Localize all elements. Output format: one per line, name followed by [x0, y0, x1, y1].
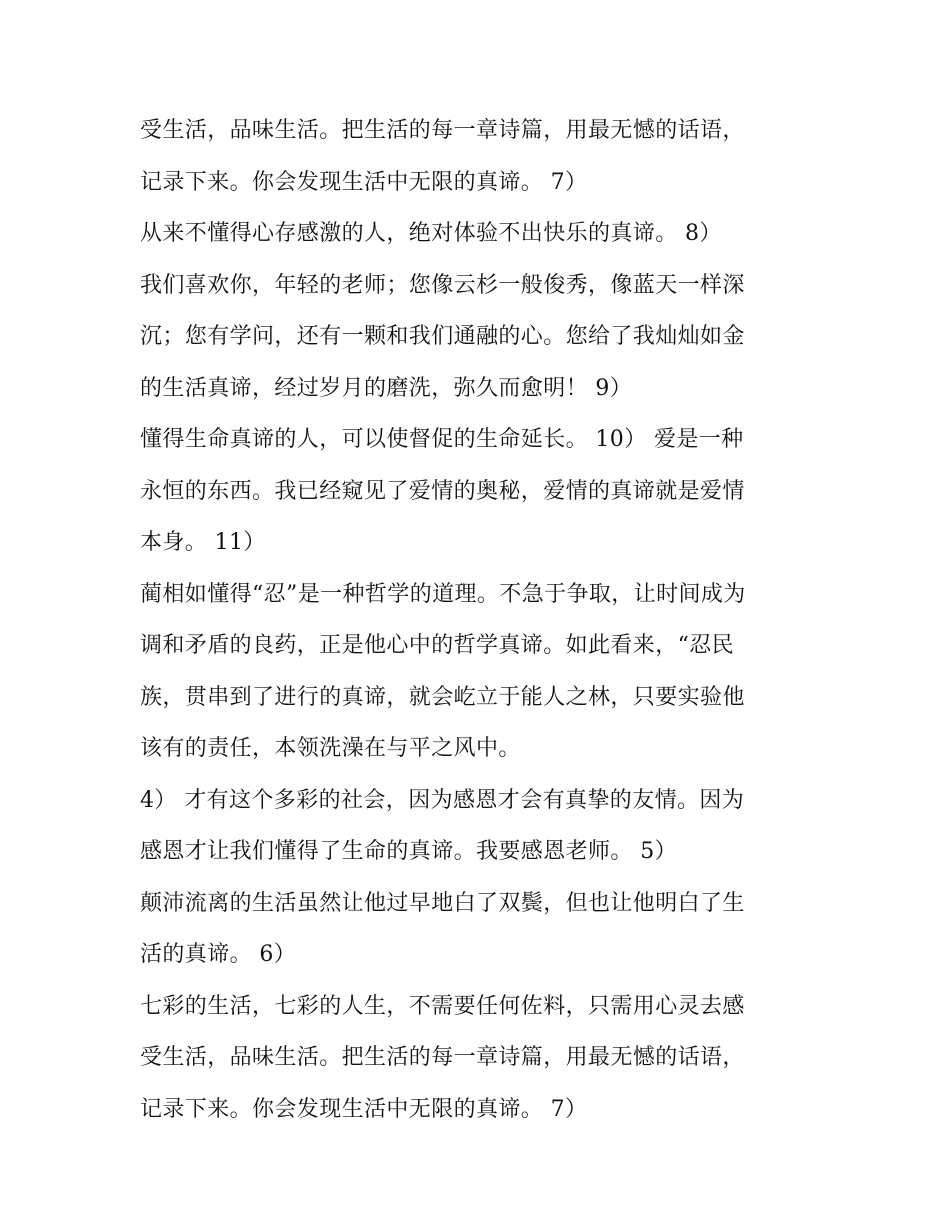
text-line: 的生活真谛，经过岁月的磨洗，弥久而愈明！ 9）: [140, 375, 633, 401]
text-line: 4） 才有这个多彩的社会，因为感恩才会有真挚的友情。因为: [140, 787, 745, 813]
text-line: 从来不懂得心存感激的人，绝对体验不出快乐的真谛。 8）: [140, 221, 722, 246]
text-line: 本身。 11）: [140, 530, 266, 555]
text-line: 受生活，品味生活。把生活的每一章诗篇，用最无憾的话语，: [140, 1045, 745, 1070]
text-line: 沉；您有学问，还有一颗和我们通融的心。您给了我灿灿如金: [140, 324, 745, 349]
text-line: 颠沛流离的生活虽然让他过早地白了双鬓，但也让他明白了生: [140, 890, 745, 916]
text-line: 记录下来。你会发现生活中无限的真谛。 7）: [140, 169, 588, 195]
text-line: 蔺相如懂得“忍”是一种哲学的道理。不急于争取，让时间成为: [140, 581, 746, 607]
text-line: 记录下来。你会发现生活中无限的真谛。 7）: [140, 1096, 588, 1122]
text-line: 族，贯串到了进行的真谛，就会屹立于能人之林，只要实验他: [140, 684, 745, 710]
text-line: 我们喜欢你，年轻的老师；您像云杉一般俊秀，像蓝天一样深: [140, 272, 745, 298]
text-line: 感恩才让我们懂得了生命的真谛。我要感恩老师。 5）: [140, 839, 677, 864]
text-line: 该有的责任，本领洗澡在与平之风中。: [140, 736, 521, 761]
text-line: 调和矛盾的良药，正是他心中的哲学真谛。如此看来，“忍民: [140, 633, 735, 658]
text-line: 受生活，品味生活。把生活的每一章诗篇，用最无憾的话语，: [140, 118, 745, 143]
document-body: [140, 105, 820, 1135]
text-line: 懂得生命真谛的人，可以使督促的生命延长。 10） 爱是一种: [140, 427, 744, 452]
text-line: 七彩的生活，七彩的人生，不需要任何佐料，只需用心灵去感: [140, 993, 745, 1019]
text-line: 活的真谛。 6）: [140, 942, 297, 967]
text-line: 永恒的东西。我已经窥见了爱情的奥秘，爱情的真谛就是爱情: [140, 478, 745, 504]
